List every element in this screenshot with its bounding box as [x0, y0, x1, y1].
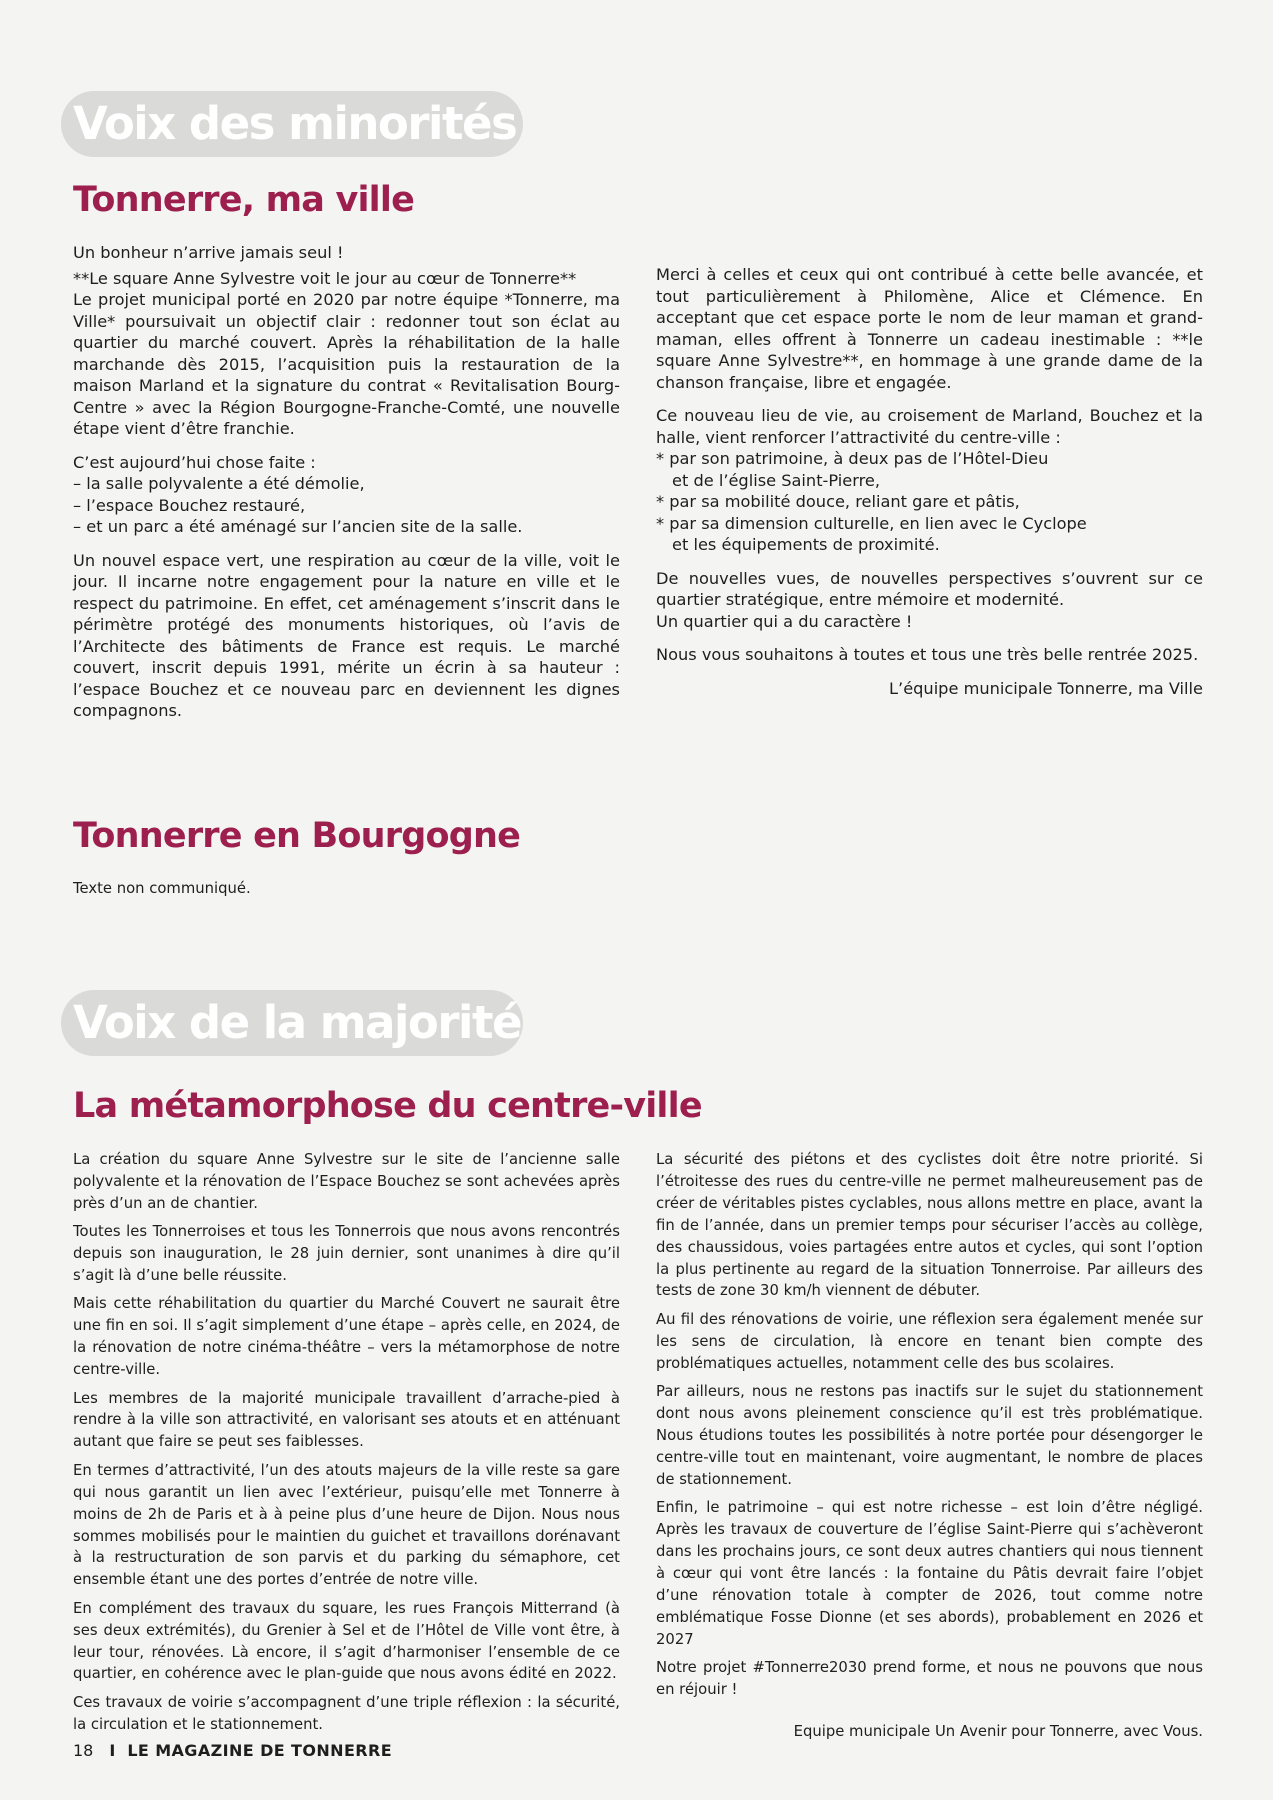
article-paragraph: Merci à celles et ceux qui ont contribué à cette belle avancée, et tout particulièrement à Philomène, Alice et Clémence. En acceptant que cet espace porte le nom de leur maman et grand-maman, elles offrent à Tonnerre un cadeau inestimable : **le square Anne Sylvestre**, en hommage à une grande dame de la chanson française, libre et engagée.: [656, 265, 1203, 392]
article-paragraph: Notre projet #Tonnerre2030 prend forme, et nous ne pouvons que nous en réjouir !: [656, 1658, 1203, 1698]
article-signature: L’équipe municipale Tonnerre, ma Ville: [889, 678, 1203, 698]
article-signature: Equipe municipale Un Avenir pour Tonnerre, avec Vous.: [793, 1722, 1203, 1740]
page-footer: [73, 1741, 392, 1760]
article-paragraph: Toutes les Tonnerroises et tous les Tonnerrois que nous avons rencontrés depuis son inauguration, le 28 juin dernier, sont unanimes à dire qu’il s’agit là d’une belle réussite.: [73, 1223, 620, 1285]
article-paragraph: Enfin, le patrimoine – qui est notre richesse – est loin d’être négligé. Après les travaux de couverture de l’église Saint-Pierre qui s’achèveront dans les prochains jours, ce sont deux autres chantiers qui nous tiennent à cœur qui vont être lancés : la fontaine du Pâtis devrait faire l’objet d’une rénovation totale à compter de 2026, tout comme notre emblématique Fosse Dionne (et ses abords), probablement en 2026 et 2027: [656, 1499, 1203, 1648]
article-paragraph: Un nouvel espace vert, une respiration au cœur de la ville, voit le jour. Il incarne notre engagement pour la nature en ville et le respect du patrimoine. En effet, cet aménagement s’inscrit dans le périmètre protégé des monuments historiques, où l’avis de l’Architecte des bâtiments de France est requis. Le marché couvert, inscrit depuis 1991, mérite un écrin à sa hauteur : l’espace Bouchez et ce nouveau parc en deviennent les dignes compagnons.: [73, 550, 620, 720]
paragraph-text: Le projet municipal porté en 2020 par notre équipe *Tonnerre, ma Ville* poursuivait un objectif clair : redonner tout son éclat au quartier du marché couvert. Après la réhabilitation de la halle marchande dès 2015, l’acquisition puis la restauration de la maison Marland et la signature du contrat « Revitalisation Bourg-Centre » avec la Région Bourgogne-Franche-Comté, une nouvelle étape vient d’être franchie.: [73, 290, 620, 438]
article-column-right: [656, 264, 1203, 711]
majority-column-right: [656, 1149, 1203, 1749]
bullet-item: * par sa dimension culturelle, en lien avec le Cyclope: [656, 513, 1087, 533]
article-text-not-communicated: [73, 878, 473, 906]
bullet-item-continuation: et de l’église Saint-Pierre,: [672, 470, 881, 490]
list-line: – et un parc a été aménagé sur l’ancien site de la salle.: [73, 517, 523, 536]
article-paragraph: Nous vous souhaitons à toutes et tous une très belle rentrée 2025.: [656, 645, 1199, 664]
paragraph-text: Un quartier qui a du caractère !: [656, 611, 913, 631]
footer-separator: I: [109, 1741, 116, 1760]
paragraph-text: Ce nouveau lieu de vie, au croisement de Marland, Bouchez et la halle, vient renforcer l’attractivité du centre-ville :: [656, 406, 1203, 447]
paragraph-heading: **Le square Anne Sylvestre voit le jour au cœur de Tonnerre**: [73, 268, 577, 288]
article-title-tonnerre-ma-ville: Tonnerre, ma ville: [73, 180, 415, 220]
article-paragraph: Texte non communiqué.: [73, 880, 251, 897]
article-paragraph: [73, 268, 620, 440]
page-number: 18: [73, 1741, 94, 1760]
article-column-left: [73, 242, 620, 734]
list-line: – la salle polyvalente a été démolie,: [73, 474, 365, 493]
article-paragraph: [656, 405, 1203, 556]
bullet-item: * par son patrimoine, à deux pas de l’Hôtel-Dieu: [656, 449, 1049, 468]
article-paragraph: [656, 568, 1203, 633]
article-paragraph: En complément des travaux du square, les rues François Mitterrand (à ses deux extrémités), du Grenier à Sel et de l’Hôtel de Ville vont être, à leur tour, rénovées. Là encore, il s’agit d’harmoniser l’ensemble de ce quartier, en cohérence avec le plan-guide que nous avons édité en 2022.: [73, 1599, 620, 1683]
article-paragraph: Par ailleurs, nous ne restons pas inactifs sur le sujet du stationnement dont nous avons pleinement conscience qu’il est très problématique. Nous étudions toutes les possibilités à notre portée pour désengorger le centre-ville tout en maintenant, voire augmentant, le nombre de places de stationnement.: [656, 1383, 1203, 1488]
article-paragraph: Mais cette réhabilitation du quartier du Marché Couvert ne saurait être une fin en soi. Il s’agit simplement d’une étape – après celle, en 2024, de la rénovation de notre cinéma-théâtre – vers la métamorphose de notre centre-ville.: [73, 1295, 620, 1379]
article-paragraph: [73, 452, 620, 538]
paragraph-text: De nouvelles vues, de nouvelles perspectives s’ouvrent sur ce quartier stratégique, entre mémoire et modernité.: [656, 568, 1203, 609]
majority-column-left: [73, 1149, 620, 1742]
article-title-tonnerre-en-bourgogne: Tonnerre en Bourgogne: [73, 816, 521, 856]
article-paragraph: La sécurité des piétons et des cyclistes doit être notre priorité. Si l’étroitesse des rues du centre-ville ne permet malheureusement pas de créer de véritables pistes cyclables, nous allons mettre en place, avant la fin de l’année, dans un premier temps pour sécuriser l’accès au collège, des chaussidous, voies partagées entre autos et cycles, qui sont l’option la plus pertinente au regard de la situation Tonnerroise. Par ailleurs des tests de zone 30 km/h viennent de débuter.: [656, 1151, 1203, 1300]
article-paragraph: Ces travaux de voirie s’accompagnent d’une triple réflexion : la sécurité, la circulation et le stationnement.: [73, 1693, 620, 1733]
article-title-metamorphose: La métamorphose du centre-ville: [73, 1086, 702, 1126]
article-intro: Un bonheur n’arrive jamais seul !: [73, 243, 344, 262]
bullet-item-continuation: et les équipements de proximité.: [672, 535, 940, 554]
minorities-banner: Voix des minorités: [61, 91, 523, 157]
magazine-name: LE MAGAZINE DE TONNERRE: [127, 1741, 393, 1760]
list-line: C’est aujourd’hui chose faite :: [73, 452, 316, 472]
majority-banner: Voix de la majorité: [61, 990, 523, 1056]
article-paragraph: La création du square Anne Sylvestre sur le site de l’ancienne salle polyvalente et la rénovation de l’Espace Bouchez se sont achevées après près d’un an de chantier.: [73, 1151, 620, 1212]
article-paragraph: Au fil des rénovations de voirie, une réflexion sera également menée sur les sens de circulation, là encore en tenant bien compte des problématiques actuelles, notamment celle des bus scolaires.: [656, 1310, 1203, 1372]
article-paragraph: En termes d’attractivité, l’un des atouts majeurs de la ville reste sa gare qui nous garantit un lien avec l’extérieur, puisqu’elle met Tonnerre à moins de 2h de Paris et à à peine plus d’une heure de Dijon. Nous nous sommes mobilisés pour le maintien du guichet et travaillons dorénavant à la restructuration de son parvis et du parking du sémaphore, cet ensemble étant une des portes d’entrée de notre ville.: [73, 1461, 620, 1589]
bullet-item: * par sa mobilité douce, reliant gare et pâtis,: [656, 492, 1020, 511]
list-line: – l’espace Bouchez restauré,: [73, 495, 306, 515]
article-paragraph: Les membres de la majorité municipale travaillent d’arrache-pied à rendre à la ville son attractivité, en valorisant ses atouts et en atténuant autant que faire se peut ses faiblesses.: [73, 1389, 620, 1451]
